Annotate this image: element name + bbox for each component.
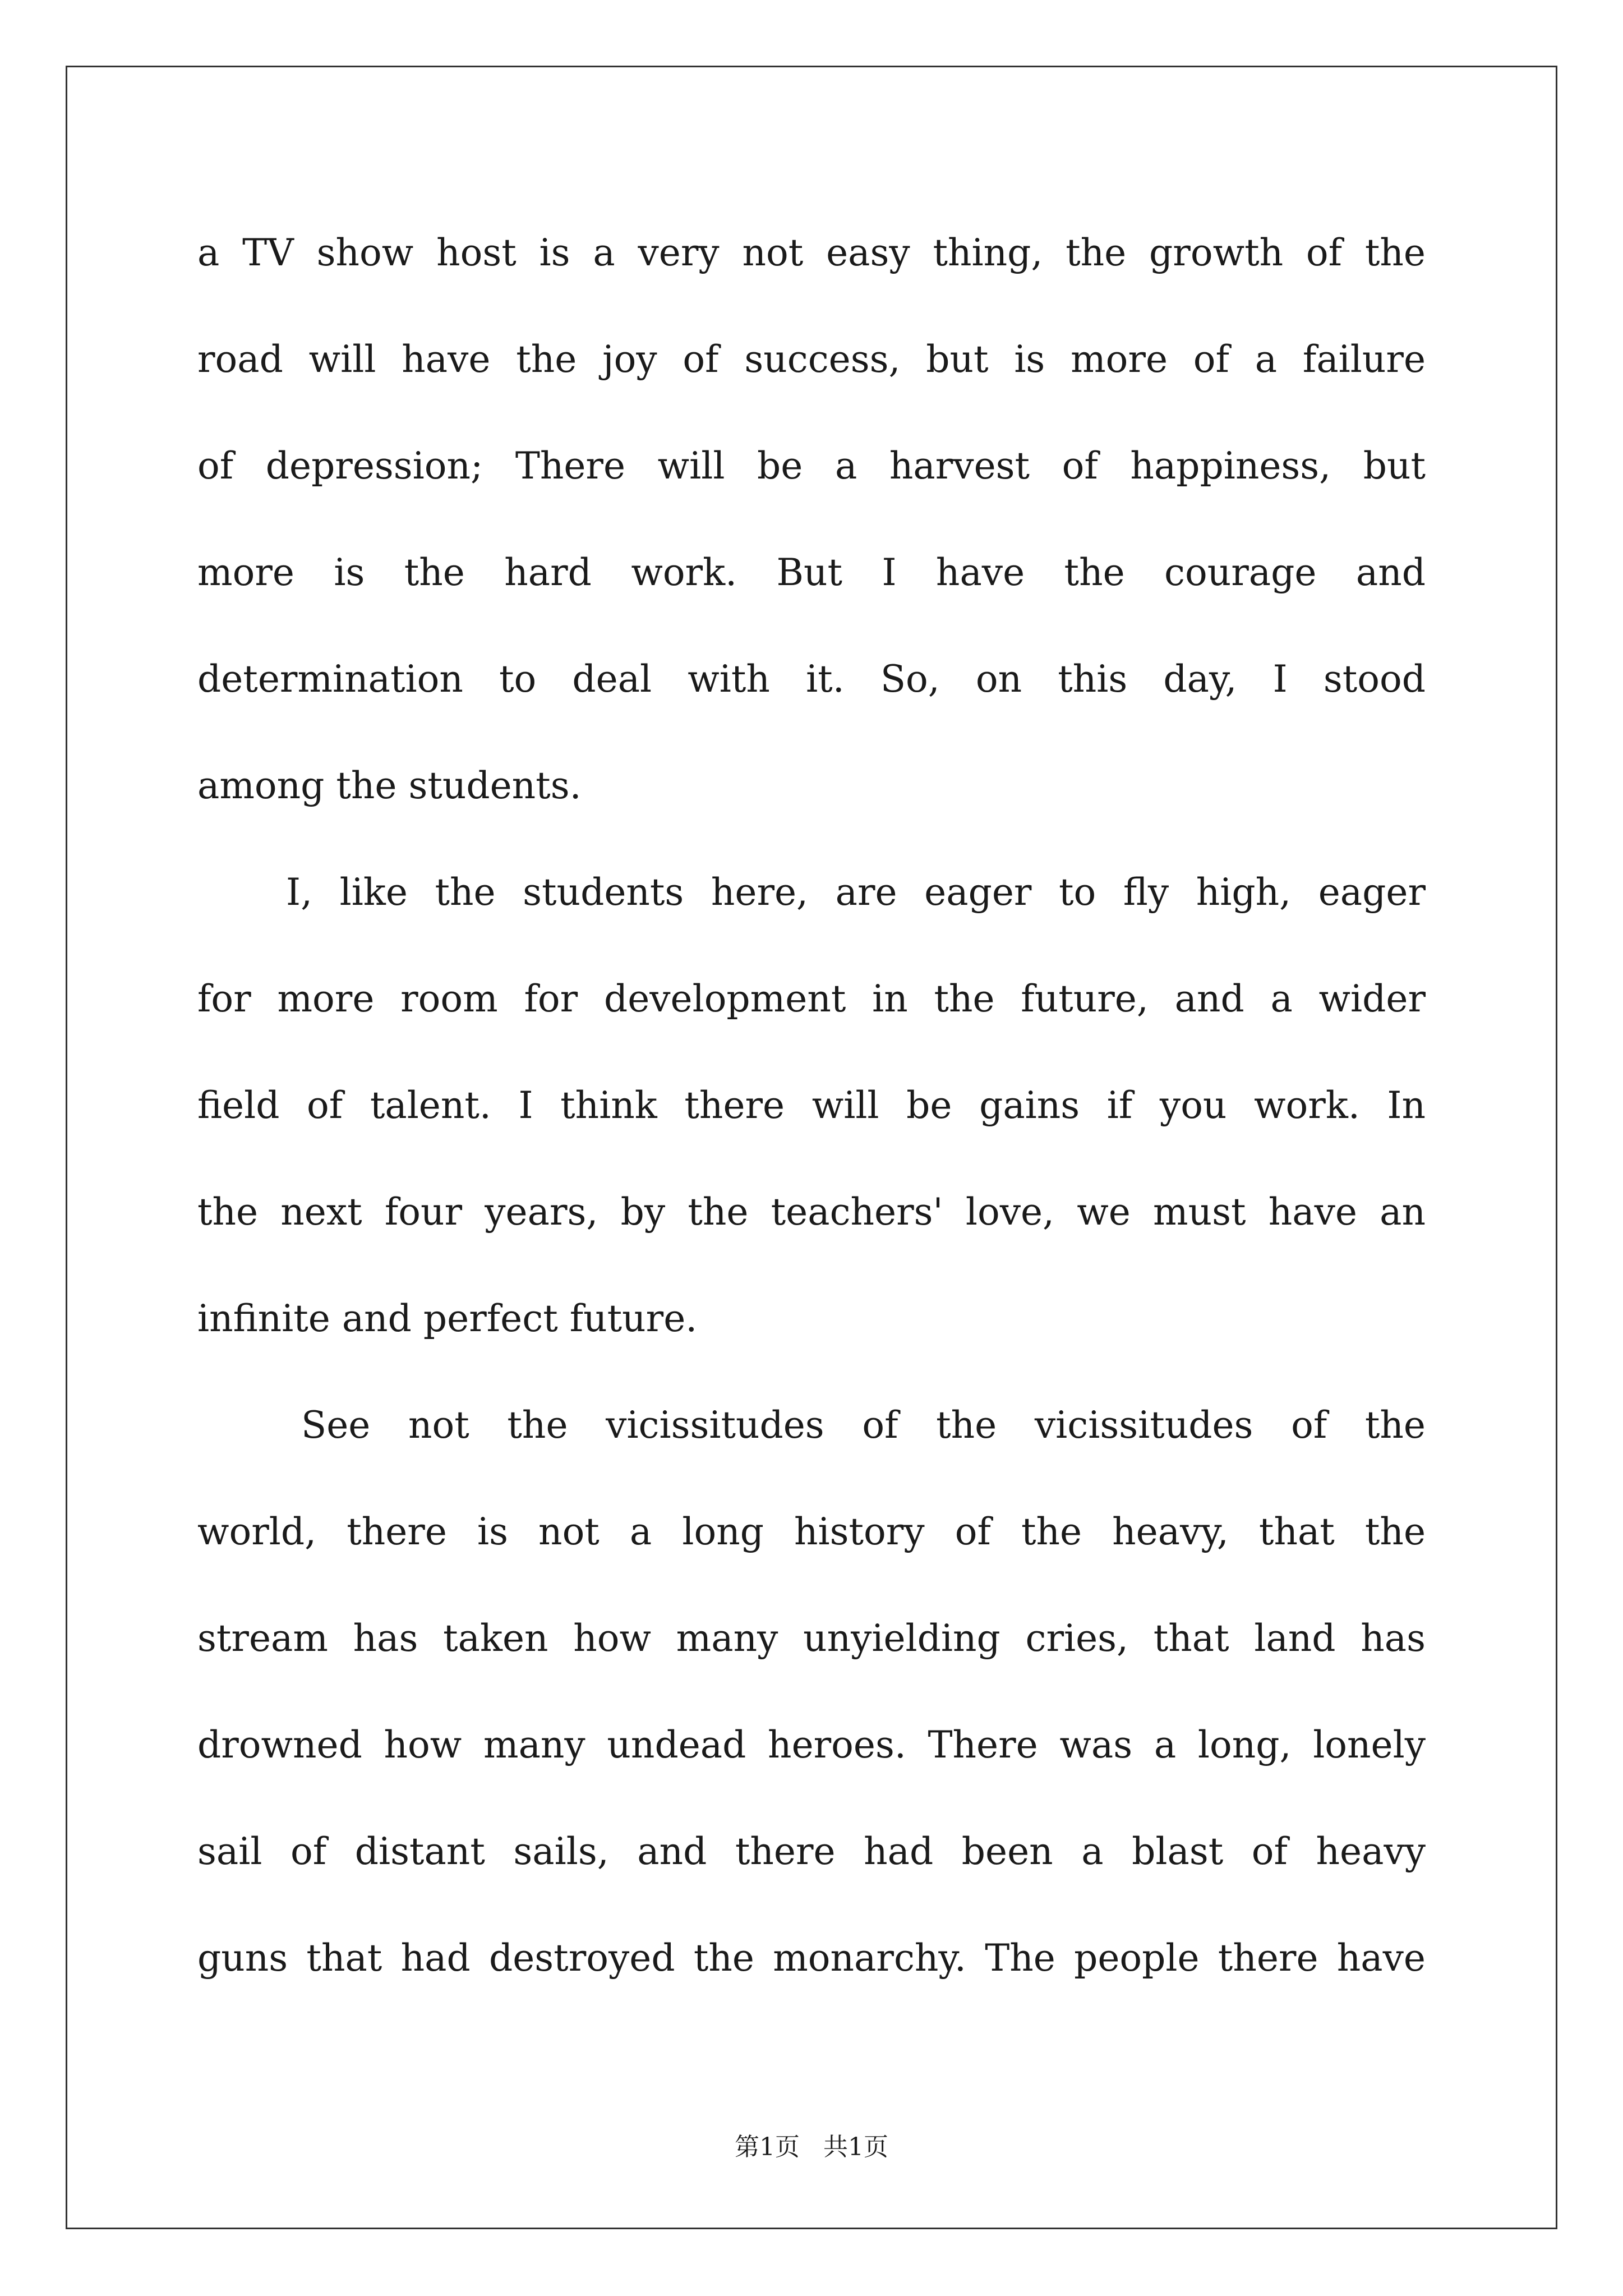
text-line: drowned how many undead heroes. There was a long, lonely [197, 1723, 1426, 1766]
text-line: guns that had destroyed the monarchy. The people there have [197, 1936, 1426, 1980]
page-number-footer: 第1页 共1页 [735, 2133, 888, 2161]
text-line: of depression; There will be a harvest of happiness, but [197, 444, 1426, 487]
text-line: world, there is not a long history of the heavy, that the [197, 1510, 1426, 1553]
text-line: See not the vicissitudes of the vicissitudes of the [301, 1404, 1426, 1447]
text-line: more is the hard work. But I have the courage and [197, 551, 1426, 594]
text-line: road will have the joy of success, but is more of a failure [197, 338, 1426, 381]
text-line: sail of distant sails, and there had been a blast of heavy [197, 1830, 1426, 1873]
text-line: the next four years, by the teachers' love, we must have an [197, 1190, 1426, 1234]
text-line: stream has taken how many unyielding cries, that land has [197, 1617, 1426, 1660]
text-line: field of talent. I think there will be gains if you work. In [197, 1084, 1426, 1127]
text-line: for more room for development in the future, and a wider [197, 977, 1426, 1020]
text-line: infinite and perfect future. [197, 1297, 698, 1340]
document-body [197, 215, 1426, 2027]
text-line: determination to deal with it. So, on this day, I stood [197, 657, 1426, 701]
text-line: I, like the students here, are eager to fly high, eager [286, 871, 1426, 914]
text-line: a TV show host is a very not easy thing, the growth of the [197, 231, 1426, 274]
text-line: among the students. [197, 764, 582, 807]
